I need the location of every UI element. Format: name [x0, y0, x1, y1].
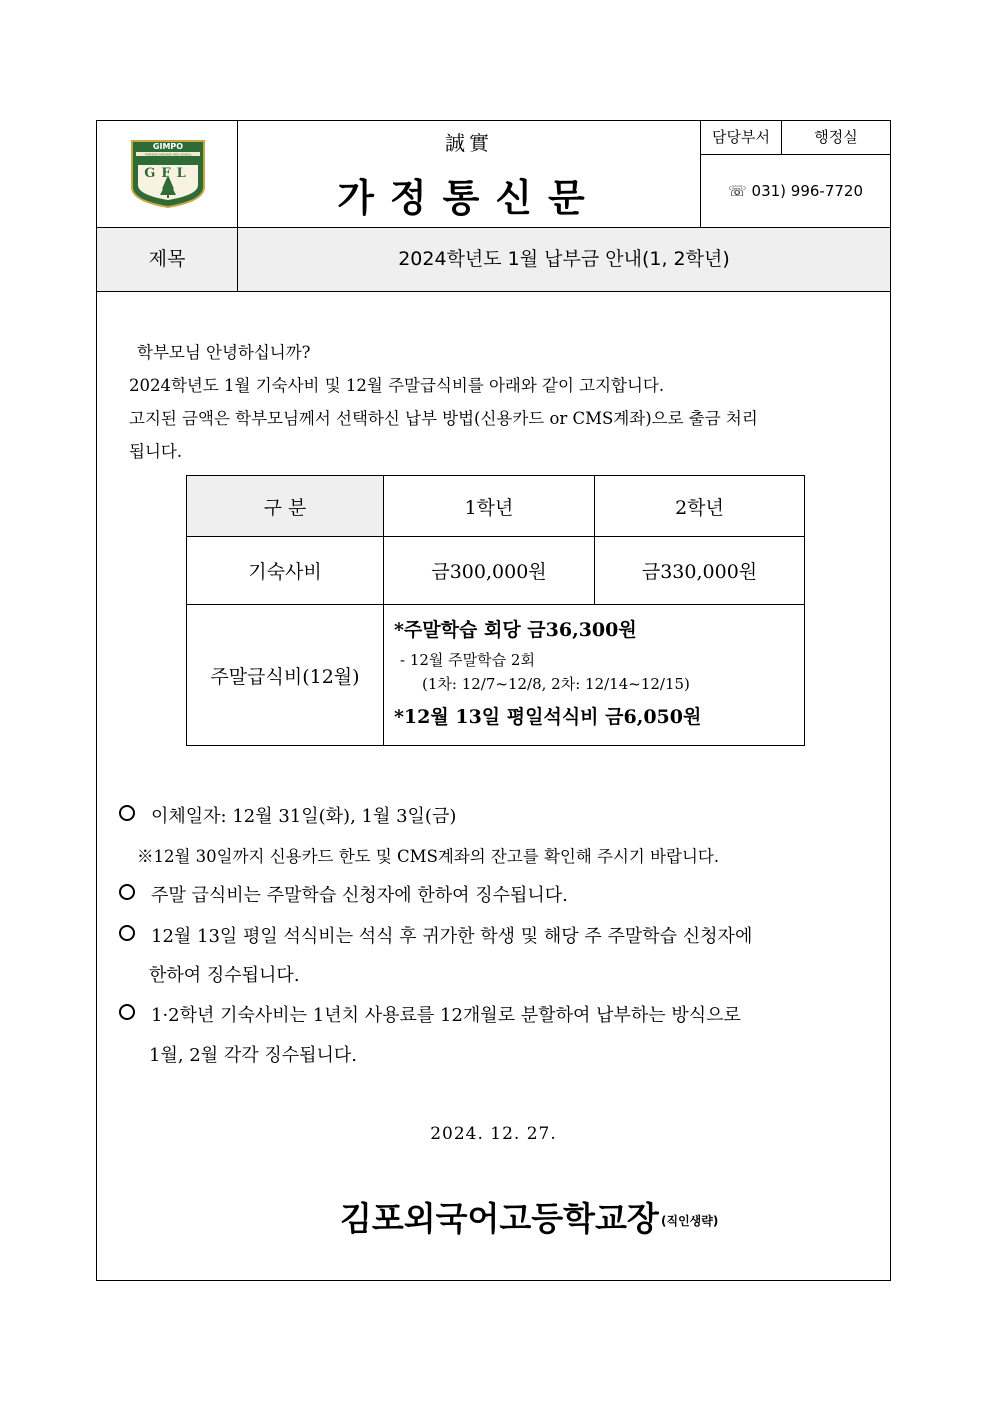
intro-line: 됩니다.: [129, 442, 183, 461]
bullet-dormitory-fee: [119, 1001, 741, 1027]
bullet-weekend-meal: [119, 881, 568, 907]
department-label: 담당부서: [701, 121, 782, 154]
logo-subtext: FOREIGN LANGUAGE HIGH SCHOOL: [144, 153, 192, 157]
document-header: [97, 121, 890, 227]
bullet-dinner-fee: [119, 922, 752, 948]
table-row-weekend-meal: [187, 605, 805, 746]
dormitory-grade2: 금330,000원: [595, 537, 805, 605]
subject-text: 2024학년도 1월 납부금 안내(1, 2학년): [398, 248, 730, 270]
phone-number: ☏ 031) 996-7720: [728, 182, 863, 200]
issue-date: 2024. 12. 27.: [430, 1124, 557, 1144]
weekday-dinner-line: *12월 13일 평일석식비 금6,050원: [394, 706, 702, 728]
weekend-count-line: - 12월 주말학습 2회: [400, 651, 535, 669]
bullet-transfer-date: [119, 802, 456, 828]
dormitory-label: 기숙사비: [187, 537, 384, 605]
intro-line: 고지된 금액은 학부모님께서 선택하신 납부 방법(신용카드 or CMS계좌)으로 출금 처리: [129, 409, 758, 428]
intro-line: 2024학년도 1월 기숙사비 및 12월 주말급식비를 아래와 같이 고지합니다.: [129, 376, 665, 395]
title-cell: [238, 121, 700, 227]
motto: 誠實: [445, 131, 493, 155]
greeting-line: 학부모님 안녕하십니까?: [137, 343, 311, 362]
table-row-dormitory: [187, 537, 805, 605]
dinner-fee-text: 12월 13일 평일 석식비는 석식 후 귀가한 학생 및 해당 주 주말학습 신청자에: [151, 926, 753, 947]
weekend-meal-details: [384, 605, 805, 746]
page-title: 가정통신문: [337, 176, 601, 220]
dormitory-fee-continued: 1월, 2월 각각 징수됩니다.: [149, 1045, 358, 1066]
department-value: 행정실: [814, 128, 858, 146]
logo-cell: [97, 121, 238, 227]
header-grade1: 1학년: [384, 476, 595, 537]
school-logo: [130, 139, 206, 209]
weekend-rate-line: *주말학습 회당 금36,300원: [394, 619, 637, 641]
subject-row: [97, 227, 890, 292]
circle-bullet-icon: [119, 925, 135, 941]
balance-note: ※12월 30일까지 신용카드 한도 및 CMS계좌의 잔고를 확인해 주시기 바랍니다.: [137, 847, 720, 866]
table-header-row: [187, 476, 805, 537]
department-cell: [700, 121, 890, 227]
department-row: [701, 121, 890, 155]
header-grade2: 2학년: [595, 476, 805, 537]
school-principal: 김포외국어고등학교장: [340, 1199, 659, 1238]
dinner-fee-continued: 한하여 징수됩니다.: [149, 965, 300, 986]
weekend-meal-label: 주말급식비(12월): [187, 605, 384, 746]
transfer-date-text: 이체일자: 12월 31일(화), 1월 3일(금): [151, 806, 457, 827]
circle-bullet-icon: [119, 884, 135, 900]
subject-label: 제목: [97, 228, 238, 291]
dormitory-fee-text: 1·2학년 기숙사비는 1년치 사용료를 12개월로 분할하여 납부하는 방식으로: [151, 1005, 741, 1026]
circle-bullet-icon: [119, 805, 135, 821]
weekend-dates-line: (1차: 12/7~12/8, 2차: 12/14~12/15): [422, 675, 690, 693]
fee-table: [186, 475, 805, 746]
dormitory-grade1: 금300,000원: [384, 537, 595, 605]
notice-document: [96, 120, 891, 1281]
weekend-meal-text: 주말 급식비는 주말학습 신청자에 한하여 징수됩니다.: [151, 885, 568, 906]
header-category: 구 분: [187, 476, 384, 537]
logo-text: GIMPO: [152, 142, 184, 151]
seal-omitted: (직인생략): [661, 1214, 719, 1228]
logo-initials: GFL: [144, 166, 192, 181]
circle-bullet-icon: [119, 1004, 135, 1020]
